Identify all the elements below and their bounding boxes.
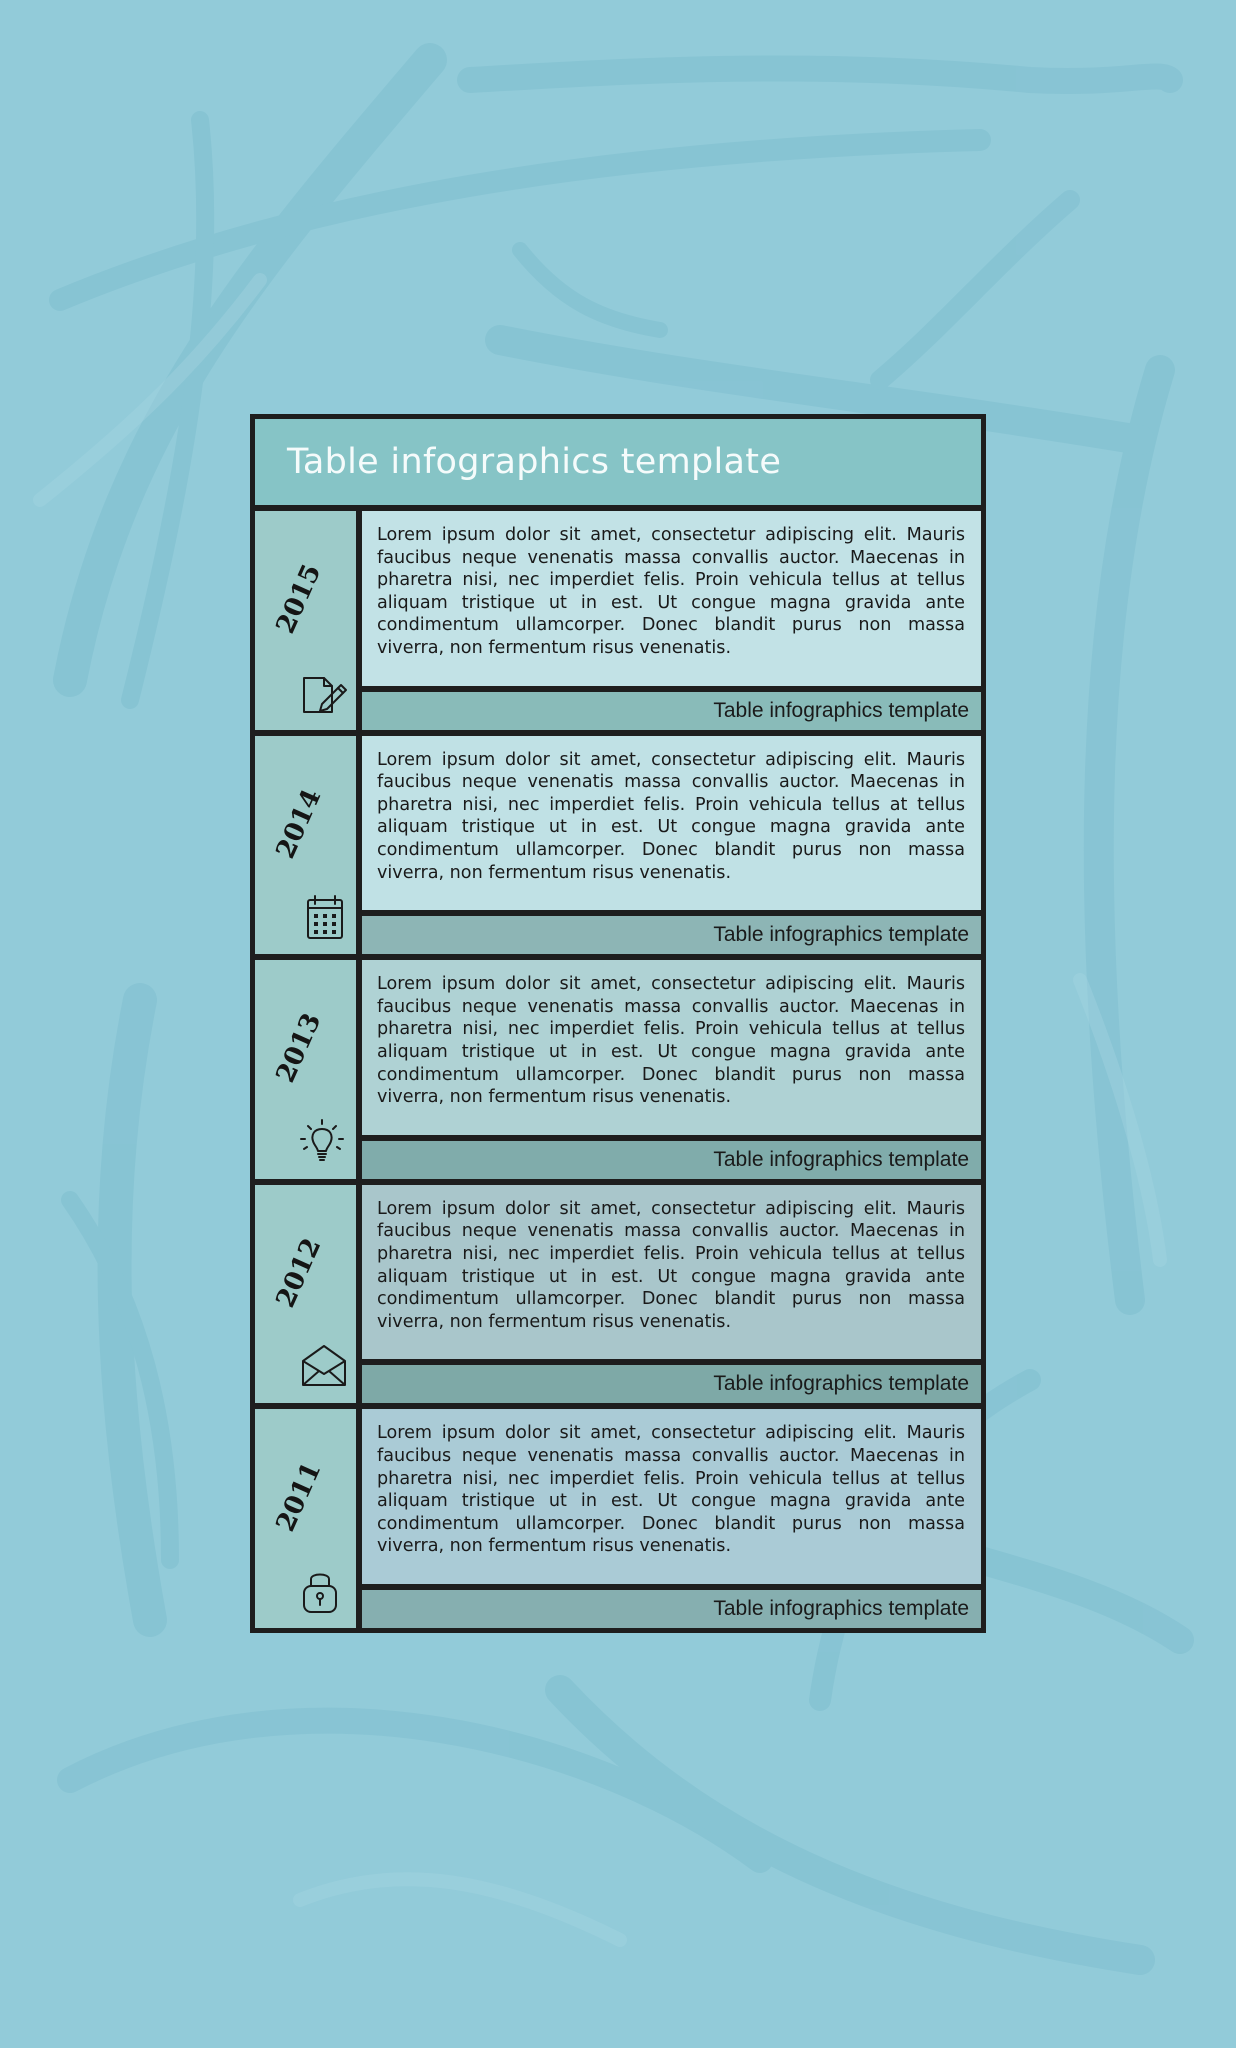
content-cell: [362, 1185, 981, 1404]
description-text: Lorem ipsum dolor sit amet, consectetur adipiscing elit. Mauris faucibus neque venenatis massa convallis auctor. Maecenas in pharetra nisi, nec imperdiet felis. Proin vehicula tellus at tellus aliquam tristique ut in est. Ut congue magna gravida ante condimentum ullamcorper. Donec blandit purus non massa viverra, non fermentum risus venenatis.: [362, 736, 981, 911]
table-row: [255, 1409, 981, 1628]
table-row: [255, 960, 981, 1179]
description-text: Lorem ipsum dolor sit amet, consectetur adipiscing elit. Mauris faucibus neque venenatis massa convallis auctor. Maecenas in pharetra nisi, nec imperdiet felis. Proin vehicula tellus at tellus aliquam tristique ut in est. Ut congue magna gravida ante condimentum ullamcorper. Donec blandit purus non massa viverra, non fermentum risus venenatis.: [362, 1409, 981, 1584]
table-row: [255, 511, 981, 730]
year-cell: [255, 511, 356, 730]
year-cell: [255, 736, 356, 955]
year-cell: [255, 960, 356, 1179]
row-subtitle: Table infographics template: [362, 1590, 981, 1628]
content-cell: [362, 1409, 981, 1628]
padlock-icon: [296, 1566, 344, 1614]
content-cell: [362, 736, 981, 955]
calendar-icon: [300, 892, 348, 940]
table-row: [255, 736, 981, 955]
year-label: 2013: [270, 1009, 328, 1088]
table-row: [255, 1185, 981, 1404]
infographic-table: [250, 414, 986, 1633]
row-subtitle: Table infographics template: [362, 692, 981, 730]
row-subtitle: Table infographics template: [362, 1365, 981, 1403]
document-pencil-icon: [300, 668, 348, 716]
content-cell: [362, 960, 981, 1179]
year-cell: [255, 1185, 356, 1404]
year-label: 2012: [270, 1233, 328, 1312]
year-label: 2015: [270, 559, 328, 639]
description-text: Lorem ipsum dolor sit amet, consectetur adipiscing elit. Mauris faucibus neque venenatis massa convallis auctor. Maecenas in pharetra nisi, nec imperdiet felis. Proin vehicula tellus at tellus aliquam tristique ut in est. Ut congue magna gravida ante condimentum ullamcorper. Donec blandit purus non massa viverra, non fermentum risus venenatis.: [362, 511, 981, 686]
row-subtitle: Table infographics template: [362, 916, 981, 954]
content-cell: [362, 511, 981, 730]
description-text: Lorem ipsum dolor sit amet, consectetur adipiscing elit. Mauris faucibus neque venenatis massa convallis auctor. Maecenas in pharetra nisi, nec imperdiet felis. Proin vehicula tellus at tellus aliquam tristique ut in est. Ut congue magna gravida ante condimentum ullamcorper. Donec blandit purus non massa viverra, non fermentum risus venenatis.: [362, 960, 981, 1135]
year-label: 2011: [270, 1458, 328, 1537]
row-subtitle: Table infographics template: [362, 1141, 981, 1179]
envelope-icon: [300, 1341, 348, 1389]
year-label: 2014: [270, 784, 328, 863]
lightbulb-icon: [298, 1117, 346, 1165]
year-cell: [255, 1409, 356, 1628]
table-title: Table infographics template: [255, 419, 981, 505]
description-text: Lorem ipsum dolor sit amet, consectetur adipiscing elit. Mauris faucibus neque venenatis massa convallis auctor. Maecenas in pharetra nisi, nec imperdiet felis. Proin vehicula tellus at tellus aliquam tristique ut in est. Ut congue magna gravida ante condimentum ullamcorper. Donec blandit purus non massa viverra, non fermentum risus venenatis.: [362, 1185, 981, 1360]
